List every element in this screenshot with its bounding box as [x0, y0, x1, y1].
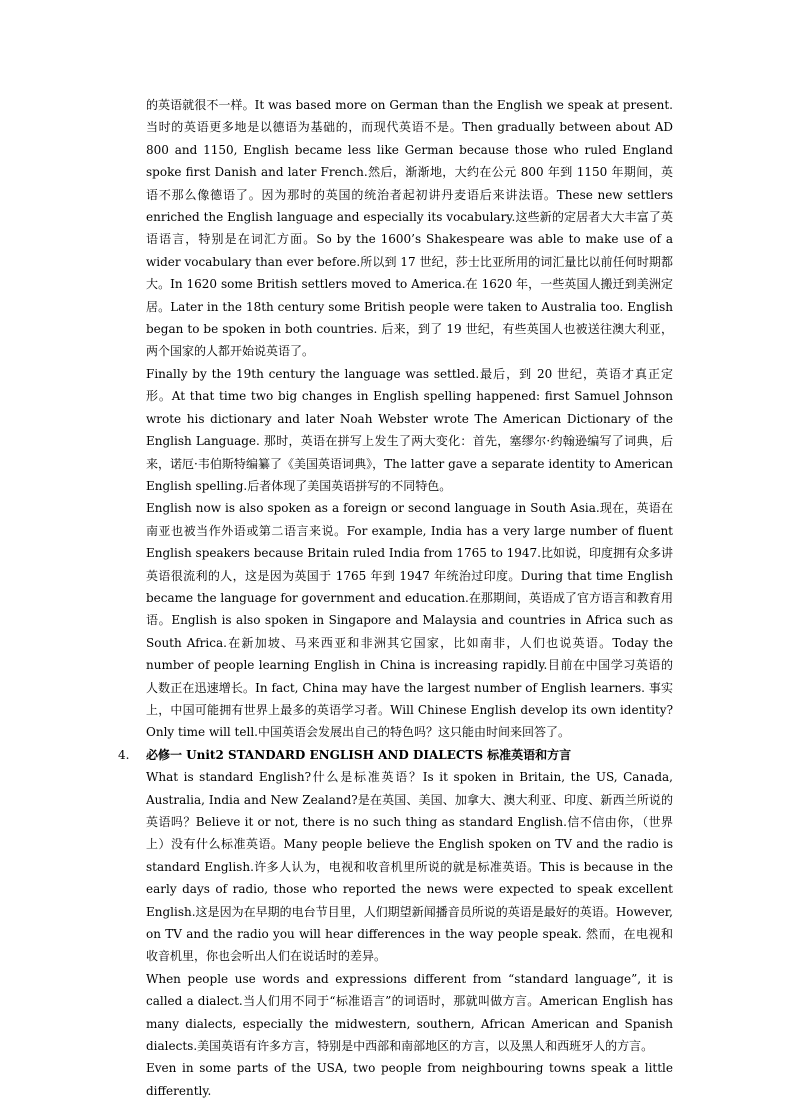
paragraph-neighbouring-towns: Even in some parts of the USA, two people from neighbouring towns speak a little differently. — [146, 1061, 673, 1098]
paragraph-english-in-asia: English now is also spoken as a foreign or second language in South Asia.现在，英语在南亚也被当作外语或第二语言来说。For example, India has a very large number of fluent English speakers because Britain ruled India from 1765 to 1947.比如说，印度拥有众多讲英语很流利的人，这是因为英国于 1765 年到 1947 年统治过印度。During that time English became the language for government and education.在那期间，英语成了官方语言和教育用语。English is also spoken in Singapore and Malaysia and countries in Africa such as South Africa.在新加坡、马来西亚和非洲其它国家，比如南非，人们也说英语。Today the number of people learning English in China is increasing rapidly.目前在中国学习英语的人数正在迅速增长。In fact, China may have the largest number of English learners. 事实上，中国可能拥有世界上最多的英语学习者。Will Chinese English develop its own identity? Only time will tell.中国英语会发展出自己的特色吗？这只能由时间来回答了。 — [146, 501, 673, 740]
document-body — [118, 94, 673, 1102]
paragraph-dialects: When people use words and expressions different from “standard language”, it is called a dialect.当人们用不同于“标准语言”的词语时，那就叫做方言。American English has many dialects, especially the midwestern, southern, African American and Spanish dialects.美国英语有许多方言，特别是中西部和南部地区的方言，以及黑人和西班牙人的方言。 — [146, 971, 673, 1054]
paragraph-spelling-changes: Finally by the 19th century the language was settled.最后，到 20 世纪，英语才真正定形。At that time two big changes in English spelling happened: first Samuel Johnson wrote his dictionary and later Noah Webster wrote The American Dictionary of the English Language. 那时，英语在拼写上发生了两大变化：首先，塞缪尔·约翰逊编写了词典，后来，诺厄·韦伯斯特编纂了《美国英语词典》，The latter gave a separate identity to American English spelling.后者体现了美国英语拼写的不同特色。 — [146, 366, 673, 493]
paragraph-old-english: 的英语就很不一样。It was based more on German than the English we speak at present.当时的英语更多地是以德语为基础的，而现代英语不是。Then gradually between about AD 800 and 1150, English became less like German because those who ruled England spoke first Danish and later French.然后，渐渐地，大约在公元 800 年到 1150 年期间，英语不那么像德语了。因为那时的英国的统治者起初讲丹麦语后来讲法语。These new settlers enriched the English language and especially its vocabulary.这些新的定居者大大丰富了英语语言，特别是在词汇方面。So by the 1600’s Shakespeare was able to make use of a wider vocabulary than ever before.所以到 17 世纪，莎士比亚所用的词汇量比以前任何时期都大。In 1620 some British settlers moved to America.在 1620 年，一些英国人搬迁到美洲定居。Later in the 18th century some British people were taken to Australia too. English began to be spoken in both countries. 后来，到了 19 世纪，有些英国人也被送往澳大利亚，两个国家的人都开始说英语了。 — [146, 98, 673, 359]
section-heading — [118, 744, 673, 766]
section-number: 4. — [118, 747, 130, 762]
section-title: 必修一 Unit2 STANDARD ENGLISH AND DIALECTS 标准英语和方言 — [146, 747, 572, 762]
paragraph-standard-english: What is standard English?什么是标准英语？Is it spoken in Britain, the US, Canada, Australia, India and New Zealand?是在英国、美国、加拿大、澳大利亚、印度、新西兰所说的英语吗？Believe it or not, there is no such thing as standard English.信不信由你，（世界上）没有什么标准英语。Many people believe the English spoken on TV and the radio is standard English.许多人认为，电视和收音机里所说的就是标准英语。This is because in the early days of radio, those who reported the news were expected to speak excellent English.这是因为在早期的电台节目里，人们期望新闻播音员所说的英语是最好的英语。However, on TV and the radio you will hear differences in the way people speak. 然而，在电视和收音机里，你也会听出人们在说话时的差异。 — [146, 770, 673, 964]
